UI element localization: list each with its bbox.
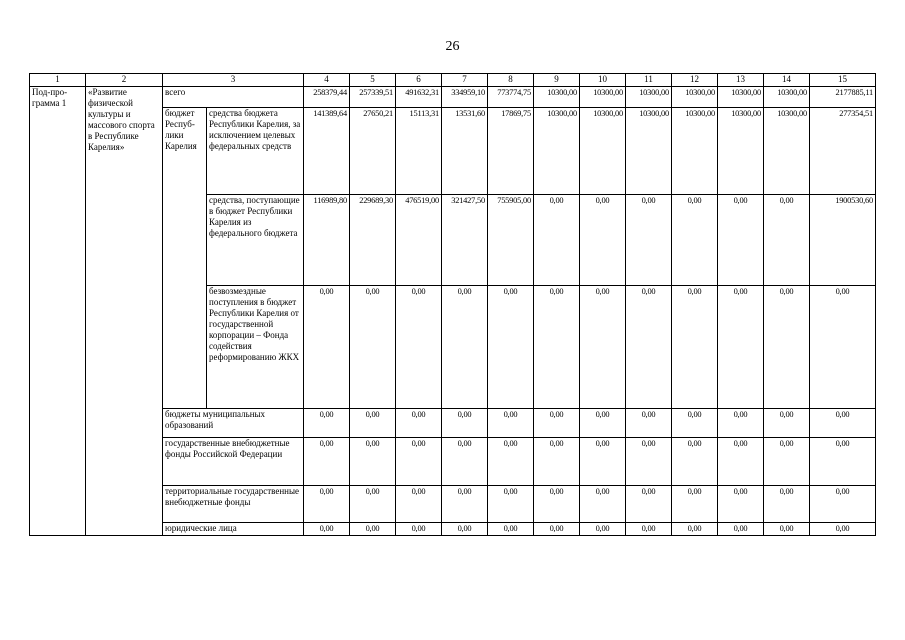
value-cell: 0,00 [350,486,396,523]
value-cell: 0,00 [350,438,396,486]
value-cell: 10300,00 [626,87,672,108]
budget-group-cell: бюджет Респуб-лики Карелия [163,108,207,409]
value-cell: 0,00 [396,486,442,523]
value-cell: 10300,00 [764,108,810,195]
value-cell: 15113,31 [396,108,442,195]
value-cell: 17869,75 [488,108,534,195]
header-cell: 15 [810,74,876,87]
value-cell: 0,00 [442,523,488,536]
value-cell: 0,00 [488,286,534,409]
value-cell: 257339,51 [350,87,396,108]
header-cell: 8 [488,74,534,87]
value-cell: 0,00 [488,486,534,523]
value-cell: 0,00 [442,286,488,409]
value-cell: 10300,00 [718,108,764,195]
header-cell: 6 [396,74,442,87]
value-cell: 13531,60 [442,108,488,195]
value-cell: 10300,00 [764,87,810,108]
value-cell: 0,00 [534,438,580,486]
value-cell: 0,00 [718,286,764,409]
header-cell: 4 [304,74,350,87]
header-cell: 7 [442,74,488,87]
value-cell: 0,00 [764,523,810,536]
value-cell: 0,00 [304,486,350,523]
row-label: государственные внебюджетные фонды Российской Федерации [163,438,304,486]
value-cell: 0,00 [810,486,876,523]
value-cell: 0,00 [626,523,672,536]
table-row [30,87,876,108]
value-cell: 0,00 [350,409,396,438]
value-cell: 0,00 [304,438,350,486]
value-cell: 0,00 [396,438,442,486]
header-cell: 12 [672,74,718,87]
value-cell: 0,00 [488,523,534,536]
value-cell: 0,00 [396,523,442,536]
value-cell: 10300,00 [718,87,764,108]
row-label: средства, поступающие в бюджет Республики Карелия из федерального бюджета [207,195,304,286]
header-row [30,74,876,87]
value-cell: 0,00 [810,286,876,409]
value-cell: 0,00 [764,486,810,523]
value-cell: 258379,44 [304,87,350,108]
value-cell: 0,00 [396,409,442,438]
value-cell: 0,00 [810,409,876,438]
value-cell: 491632,31 [396,87,442,108]
value-cell: 10300,00 [534,87,580,108]
value-cell: 0,00 [718,523,764,536]
value-cell: 0,00 [534,286,580,409]
header-cell: 14 [764,74,810,87]
row-label: юридические лица [163,523,304,536]
value-cell: 0,00 [442,438,488,486]
header-cell: 11 [626,74,672,87]
value-cell: 0,00 [672,438,718,486]
value-cell: 10300,00 [580,87,626,108]
value-cell: 0,00 [810,438,876,486]
header-cell: 13 [718,74,764,87]
page-number: 26 [445,39,460,54]
value-cell: 476519,00 [396,195,442,286]
row-label: безвозмездные поступления в бюджет Республики Карелия от государственной корпорации – Фонда содействия реформированию ЖКХ [207,286,304,409]
header-cell: 3 [163,74,304,87]
value-cell: 0,00 [580,409,626,438]
header-cell: 9 [534,74,580,87]
row-label: бюджеты муниципальных образований [163,409,304,438]
value-cell: 0,00 [764,438,810,486]
value-cell: 773774,75 [488,87,534,108]
subprogram-cell: Под-про-грамма 1 [30,87,86,536]
value-cell: 0,00 [488,409,534,438]
value-cell: 0,00 [488,438,534,486]
value-cell: 0,00 [626,195,672,286]
value-cell: 755905,00 [488,195,534,286]
header-cell: 5 [350,74,396,87]
header-cell: 2 [86,74,163,87]
subprogram-title-cell: «Развитие физической культуры и массового спорта в Республике Карелия» [86,87,163,536]
value-cell: 0,00 [534,523,580,536]
value-cell: 0,00 [304,523,350,536]
value-cell: 0,00 [580,286,626,409]
value-cell: 0,00 [764,286,810,409]
value-cell: 0,00 [672,195,718,286]
value-cell: 0,00 [580,438,626,486]
value-cell: 0,00 [718,438,764,486]
value-cell: 0,00 [304,286,350,409]
header-cell: 1 [30,74,86,87]
row-label: территориальные государственные внебюджетные фонды [163,486,304,523]
value-cell: 1900530,60 [810,195,876,286]
value-cell: 2177885,11 [810,87,876,108]
row-label: всего [163,87,304,108]
value-cell: 10300,00 [672,108,718,195]
value-cell: 0,00 [672,409,718,438]
value-cell: 10300,00 [672,87,718,108]
value-cell: 0,00 [534,486,580,523]
value-cell: 0,00 [580,195,626,286]
value-cell: 0,00 [442,486,488,523]
value-cell: 0,00 [580,523,626,536]
value-cell: 141389,64 [304,108,350,195]
value-cell: 0,00 [534,409,580,438]
value-cell: 0,00 [626,286,672,409]
value-cell: 0,00 [626,486,672,523]
value-cell: 0,00 [580,486,626,523]
budget-table [29,73,876,536]
value-cell: 0,00 [764,409,810,438]
value-cell: 27650,21 [350,108,396,195]
value-cell: 0,00 [672,486,718,523]
value-cell: 0,00 [672,523,718,536]
value-cell: 0,00 [396,286,442,409]
value-cell: 0,00 [672,286,718,409]
value-cell: 0,00 [626,438,672,486]
value-cell: 229689,30 [350,195,396,286]
value-cell: 0,00 [304,409,350,438]
header-cell: 10 [580,74,626,87]
value-cell: 116989,80 [304,195,350,286]
value-cell: 0,00 [718,486,764,523]
row-label: средства бюджета Республики Карелия, за исключением целевых федеральных средств [207,108,304,195]
value-cell: 0,00 [810,523,876,536]
value-cell: 10300,00 [580,108,626,195]
value-cell: 0,00 [718,409,764,438]
value-cell: 321427,50 [442,195,488,286]
value-cell: 0,00 [442,409,488,438]
value-cell: 0,00 [626,409,672,438]
value-cell: 0,00 [534,195,580,286]
value-cell: 10300,00 [534,108,580,195]
value-cell: 0,00 [350,523,396,536]
value-cell: 0,00 [764,195,810,286]
value-cell: 277354,51 [810,108,876,195]
value-cell: 10300,00 [626,108,672,195]
value-cell: 0,00 [350,286,396,409]
value-cell: 0,00 [718,195,764,286]
value-cell: 334959,10 [442,87,488,108]
